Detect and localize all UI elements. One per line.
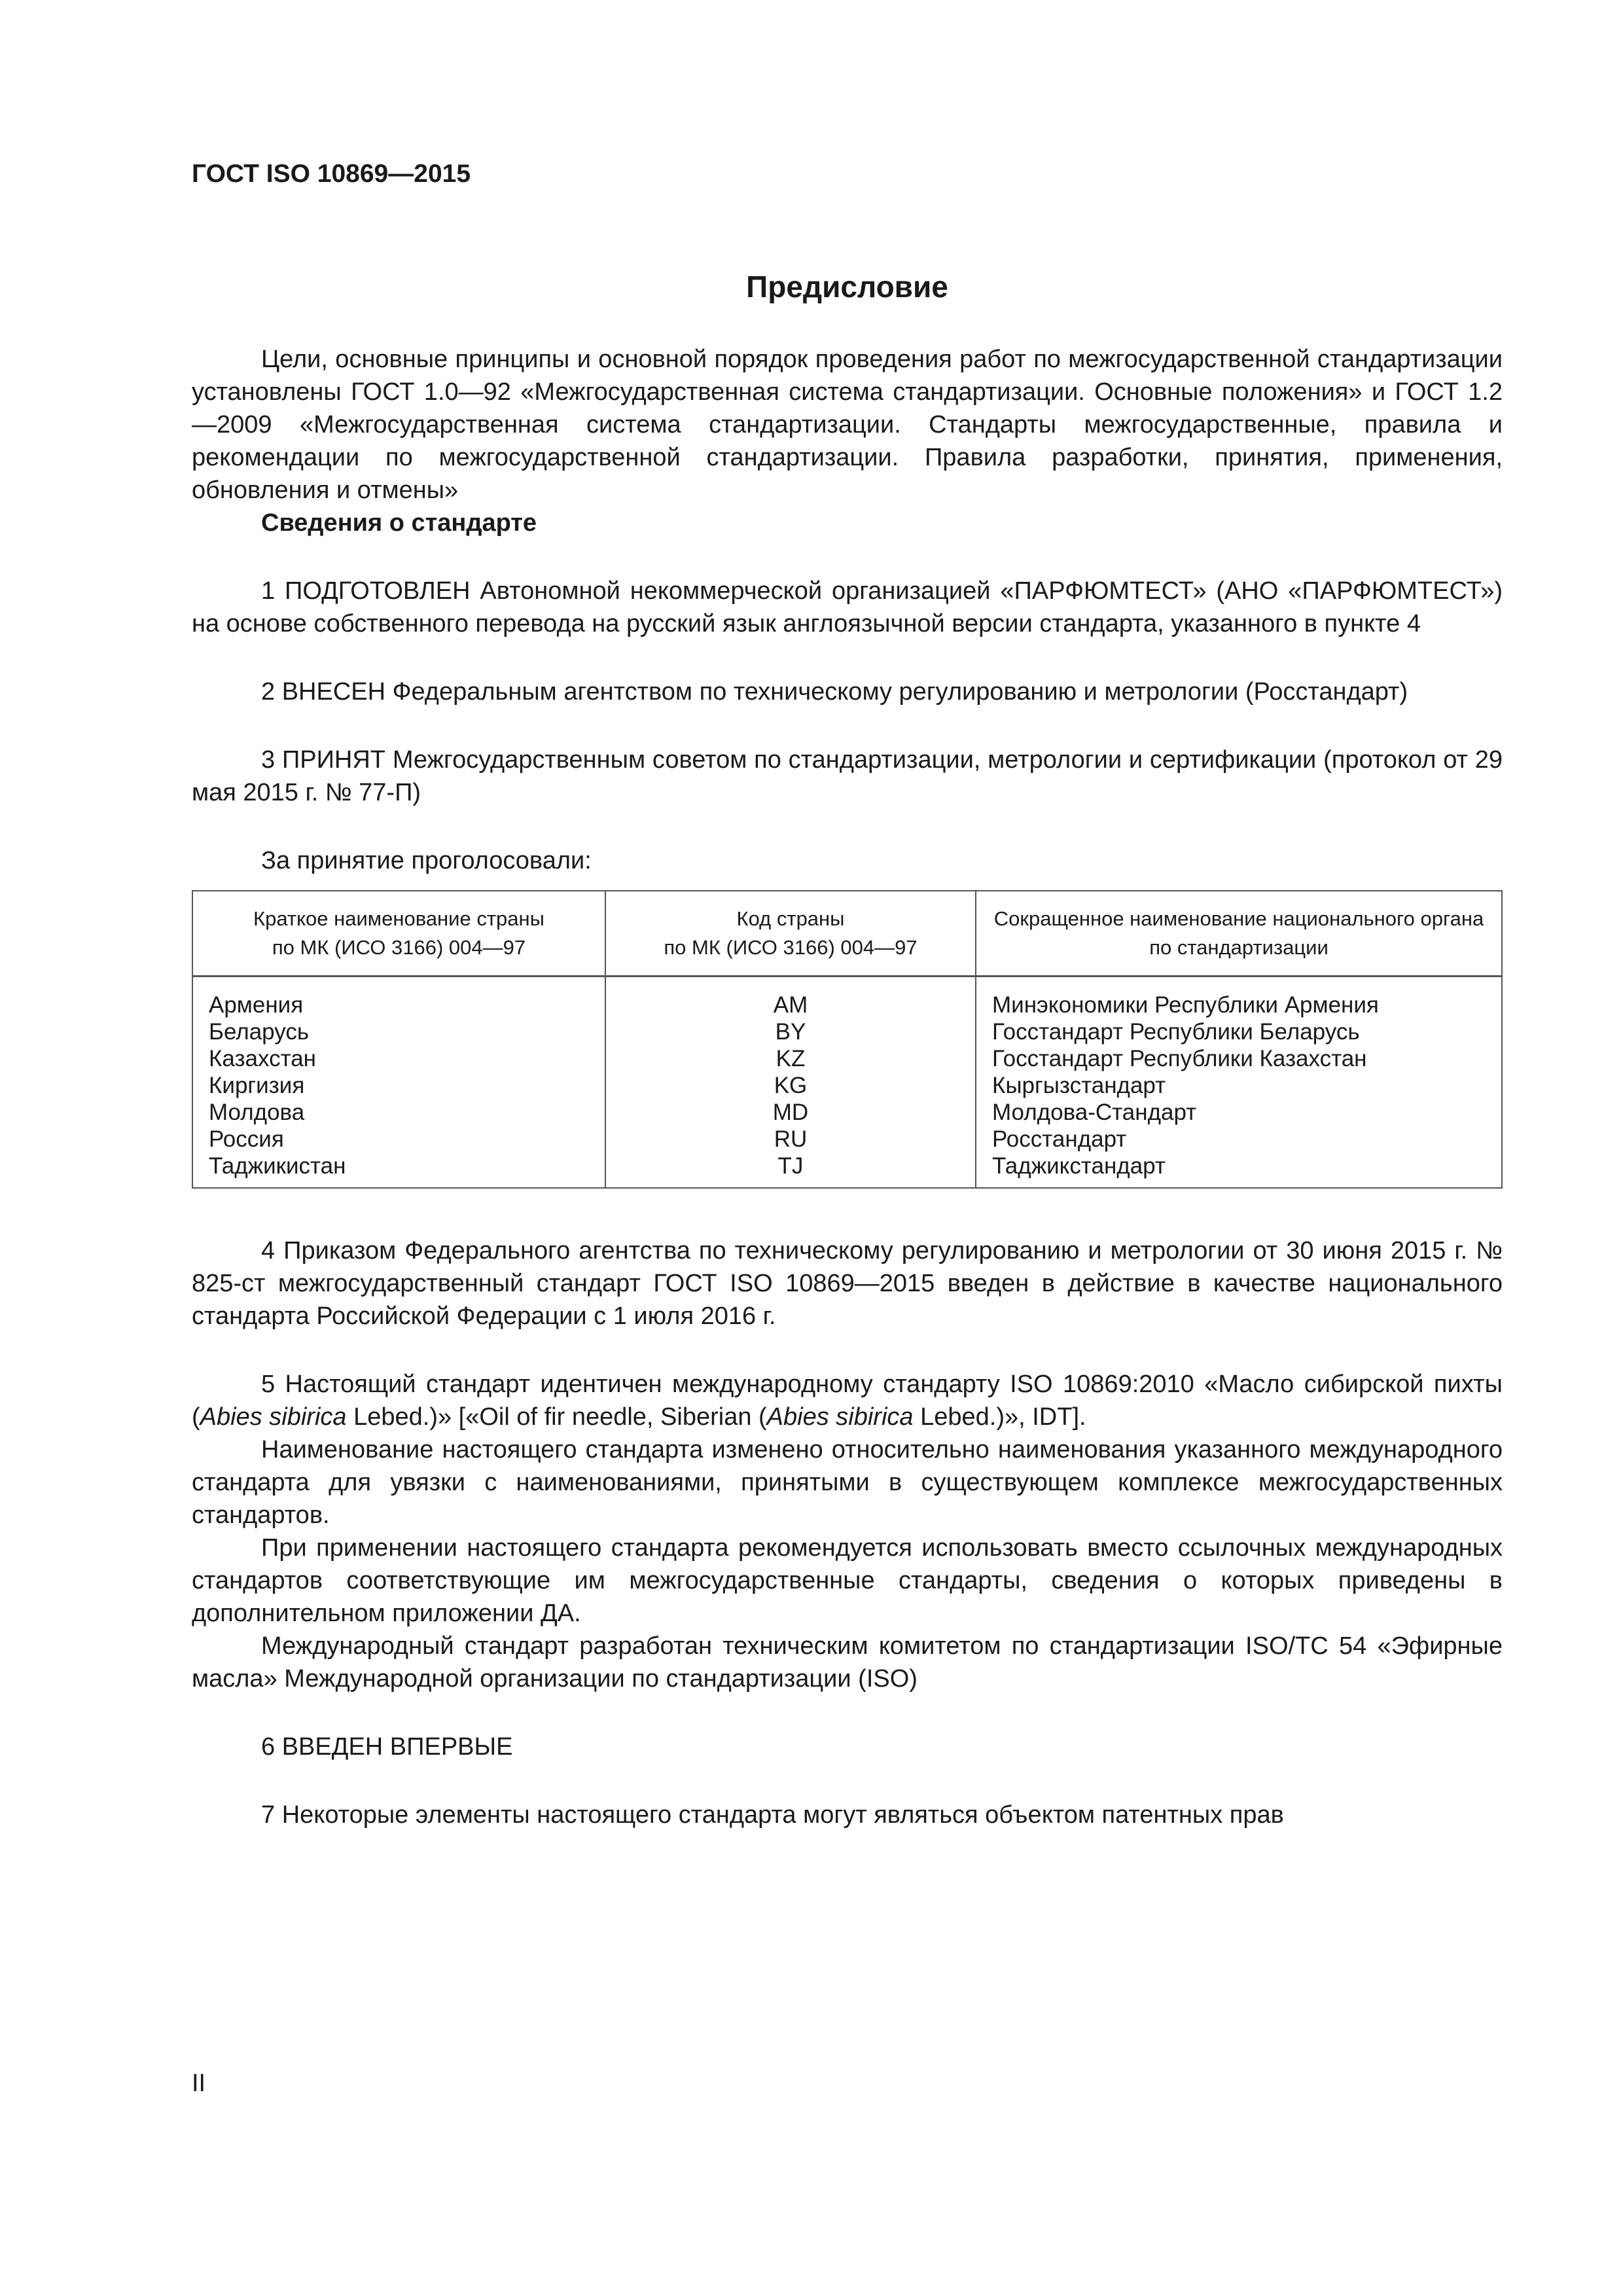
- table-row: [192, 1045, 1502, 1072]
- item-2-paragraph: 2 ВНЕСЕН Федеральным агентством по техническому регулированию и метрологии (Росстандарт): [261, 678, 1408, 706]
- country-cell: Армения: [192, 977, 605, 1019]
- table-row: [192, 1153, 1502, 1188]
- code-cell: KZ: [605, 1045, 976, 1072]
- item-5-text-start: 5 Настоящий стандарт идентичен международному стандарту ISO 10869:2010 «Масло сибирской пихты (: [192, 1371, 1503, 1431]
- item-5-text-end: Lebed.)», IDT].: [913, 1403, 1086, 1431]
- header-body: [976, 891, 1502, 977]
- code-cell: AM: [605, 977, 976, 1019]
- table-row: [192, 1126, 1502, 1153]
- item-5-committee-paragraph: Международный стандарт разработан техническим комитетом по стандартизации ISO/TC 54 «Эфирные масла» Международной организации по стандартизации (ISO): [192, 1632, 1503, 1693]
- item-5-paragraph: [192, 1368, 1503, 1433]
- body-cell: Госстандарт Республики Беларусь: [976, 1018, 1502, 1045]
- body-cell: Госстандарт Республики Казахстан: [976, 1045, 1502, 1072]
- item-3-paragraph: 3 ПРИНЯТ Межгосударственным советом по стандартизации, метрологии и сертификации (протокол от 29 мая 2015 г. № 77-П): [192, 746, 1503, 806]
- item-5-latin-name-2: Abies sibirica: [766, 1403, 914, 1431]
- vote-lead-text: За принятие проголосовали:: [261, 847, 592, 874]
- header-country: [192, 891, 605, 977]
- table-row: [192, 1072, 1502, 1099]
- header-country-line1: Краткое наименование страны: [253, 907, 544, 930]
- item-5-latin-name-1: Abies sibirica: [200, 1403, 347, 1431]
- body-cell: Кыргызстандарт: [976, 1072, 1502, 1099]
- country-cell: Молдова: [192, 1099, 605, 1126]
- body-cell: Минэкономики Республики Армения: [976, 977, 1502, 1019]
- about-standard-heading: Сведения о стандарте: [261, 509, 537, 537]
- code-cell: MD: [605, 1099, 976, 1126]
- page-number: II: [192, 2070, 206, 2097]
- body-cell: Росстандарт: [976, 1126, 1502, 1153]
- body-cell: Таджикстандарт: [976, 1153, 1502, 1188]
- code-cell: BY: [605, 1018, 976, 1045]
- item-5-text-middle: Lebed.)» [«Oil of fir needle, Siberian (: [346, 1403, 767, 1431]
- code-cell: KG: [605, 1072, 976, 1099]
- votes-table-header-row: [192, 891, 1502, 977]
- code-cell: TJ: [605, 1153, 976, 1188]
- votes-table: [192, 890, 1503, 1189]
- body-cell: Молдова-Стандарт: [976, 1099, 1502, 1126]
- table-row: [192, 977, 1502, 1019]
- document-code-header: ГОСТ ISO 10869—2015: [192, 160, 471, 188]
- code-cell: RU: [605, 1126, 976, 1153]
- country-cell: Россия: [192, 1126, 605, 1153]
- preface-title: Предисловие: [746, 270, 948, 304]
- header-body-line2: по стандартизации: [1149, 936, 1329, 959]
- table-row: [192, 1099, 1502, 1126]
- header-code-line1: Код страны: [736, 907, 845, 930]
- item-6-paragraph: 6 ВВЕДЕН ВПЕРВЫЕ: [261, 1733, 513, 1761]
- country-cell: Киргизия: [192, 1072, 605, 1099]
- header-country-line2: по МК (ИСО 3166) 004—97: [272, 936, 526, 959]
- country-cell: Беларусь: [192, 1018, 605, 1045]
- table-row: [192, 1018, 1502, 1045]
- country-cell: Таджикистан: [192, 1153, 605, 1188]
- item-5-references-paragraph: При применении настоящего стандарта рекомендуется использовать вместо ссылочных международных стандартов соответствующие им межгосударственные стандарты, сведения о которых приведены в дополнительном приложении ДА.: [192, 1534, 1503, 1627]
- header-code: [605, 891, 976, 977]
- item-7-paragraph: 7 Некоторые элементы настоящего стандарта могут являться объектом патентных прав: [261, 1801, 1284, 1829]
- item-5-title-change-paragraph: Наименование настоящего стандарта изменено относительно наименования указанного международного стандарта для увязки с наименованиями, принятыми в существующем комплексе межгосударственных стандартов.: [192, 1436, 1503, 1529]
- country-cell: Казахстан: [192, 1045, 605, 1072]
- header-code-line2: по МК (ИСО 3166) 004—97: [664, 936, 918, 959]
- preface-intro-paragraph: Цели, основные принципы и основной порядок проведения работ по межгосударственной стандартизации установлены ГОСТ 1.0—92 «Межгосударственная система стандартизации. Основные положения» и ГОСТ 1.2—2009 «Межгосударственная система стандартизации. Стандарты межгосударственные, правила и рекомендации по межгосударственной стандартизации. Правила разработки, принятия, применения, обновления и отмены»: [192, 346, 1503, 504]
- document-page: [192, 157, 1503, 1831]
- header-body-line1: Сокращенное наименование национального органа: [993, 907, 1484, 930]
- item-1-paragraph: 1 ПОДГОТОВЛЕН Автономной некоммерческой организацией «ПАРФЮМТЕСТ» (АНО «ПАРФЮМТЕСТ») на основе собственного перевода на русский язык англоязычной версии стандарта, указанного в пункте 4: [192, 577, 1503, 637]
- item-4-paragraph: 4 Приказом Федерального агентства по техническому регулированию и метрологии от 30 июня 2015 г. № 825-ст межгосударственный стандарт ГОСТ ISO 10869—2015 введен в действие в качестве национального стандарта Российской Федерации с 1 июля 2016 г.: [192, 1237, 1503, 1330]
